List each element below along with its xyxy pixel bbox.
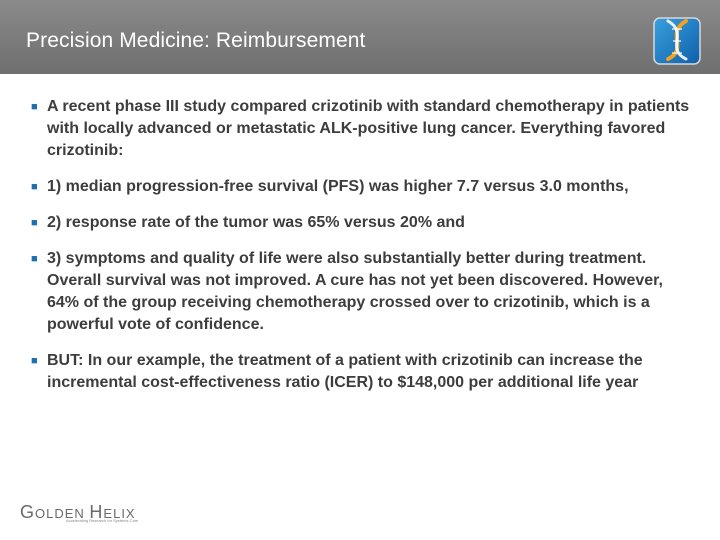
bullet-text: 3) symptoms and quality of life were also substantially better during treatment. Overall survival was not improved. A cure has not yet been discovered. However, 64% of the group receiving chemotherapy crossed over to crizotinib, which is a powerful vote of confidence. (47, 250, 663, 333)
bullet-item (31, 96, 699, 162)
title-bar (0, 0, 720, 74)
bullet-text: A recent phase III study compared crizotinib with standard chemotherapy in patients with locally advanced or metastatic ALK-positive lung cancer. Everything favored crizotinib: (47, 98, 690, 159)
bullet-item (31, 350, 699, 394)
logo-tagline: Accelerating Research for Systems Care (66, 518, 139, 523)
square-bullet-icon: ■ (31, 355, 38, 367)
bullet-text: 2) response rate of the tumor was 65% versus 20% and (47, 214, 465, 231)
bullet-text: BUT: In our example, the treatment of a patient with crizotinib can increase the incremental cost-effectiveness ratio (ICER) to $148,000 per additional life year (47, 352, 643, 391)
page-title: Precision Medicine: Reimbursement (26, 29, 366, 52)
bullet-item (31, 212, 699, 234)
bullet-item (31, 176, 699, 198)
bullet-text: 1) median progression-free survival (PFS) was higher 7.7 versus 3.0 months, (47, 178, 629, 195)
golden-helix-logo (20, 502, 160, 526)
square-bullet-icon: ■ (31, 217, 38, 229)
square-bullet-icon: ■ (31, 181, 38, 193)
logo-wordmark: GOLDEN HELIX (20, 502, 136, 522)
dna-helix-icon (653, 15, 701, 67)
bullet-item (31, 248, 699, 336)
square-bullet-icon: ■ (31, 101, 38, 113)
square-bullet-icon: ■ (31, 253, 38, 265)
bullet-list (31, 96, 699, 408)
